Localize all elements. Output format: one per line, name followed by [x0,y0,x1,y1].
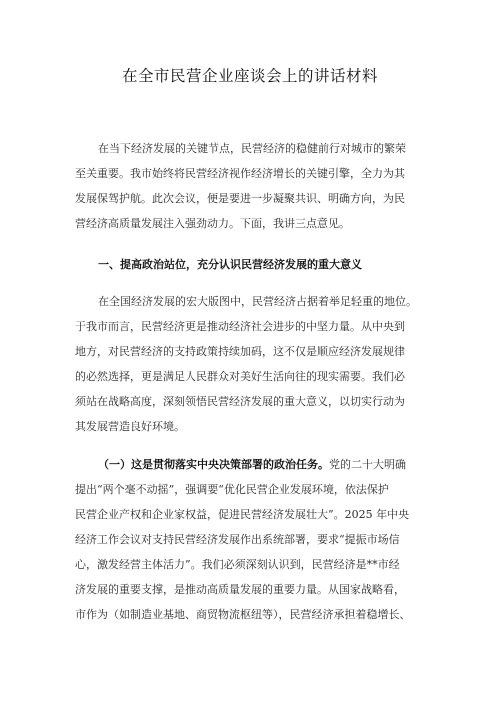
section-line-6: 其发展营造良好环境。 [75,420,185,433]
section-heading: 一、提高政治站位，充分认识民营经济发展的重大意义 [98,258,362,271]
intro-line-2: 至关重要。我市始终将民营经济视作经济增长的关键引擎，全力为其 [75,167,405,180]
subsection-line-3: 民营企业产权和企业家权益，促进民营经济发展壮大”。2025 年中央 [75,508,410,521]
section-line-5: 须站在战略高度，深刻领悟民营经济发展的重大意义，以切实行动为 [75,395,405,408]
subsection-line-6: 济发展的重要支撑，是推动高质量发展的重要力量。从国家战略看， [75,583,405,596]
subsection-first-rest: 党的二十大明确 [329,458,406,471]
section-line-2: 于我市而言，民营经济更是推动经济社会进步的中坚力量。从中央到 [75,320,405,333]
document-title: 在全市民营企业座谈会上的讲话材料 [121,67,378,85]
subsection-line-4: 经济工作会议对支持民营经济发展作出系统部署，要求“提振市场信 [75,533,400,546]
subsection-heading: （一）这是贯彻落实中央决策部署的政治任务。 [98,458,329,471]
subsection-line-5: 心，激发经营主体活力”。我们必须深刻认识到，民营经济是**市经 [75,558,400,571]
section-line-4: 的必然选择，更是满足人民群众对美好生活向往的现实需要。我们必 [75,370,405,383]
subsection-line-7: 市作为（如制造业基地、商贸物流枢纽等），民营经济承担着稳增长、 [75,608,411,621]
subsection-line-2: 提出“两个毫不动摇”，强调要“优化民营企业发展环境，依法保护 [75,483,389,496]
intro-line-1: 在当下经济发展的关键节点，民营经济的稳健前行对城市的繁荣 [98,142,406,155]
intro-line-3: 发展保驾护航。此次会议，便是要进一步凝聚共识、明确方向，为民 [75,192,405,205]
intro-line-4: 营经济高质量发展注入强劲动力。下面，我讲三点意见。 [75,217,350,230]
section-line-3: 地方，对民营经济的支持政策持续加码，这不仅是顺应经济发展规律 [75,345,405,358]
subsection-line-1 [98,458,406,472]
section-line-1: 在全国经济发展的宏大版图中，民营经济占据着举足轻重的地位。 [98,295,417,308]
